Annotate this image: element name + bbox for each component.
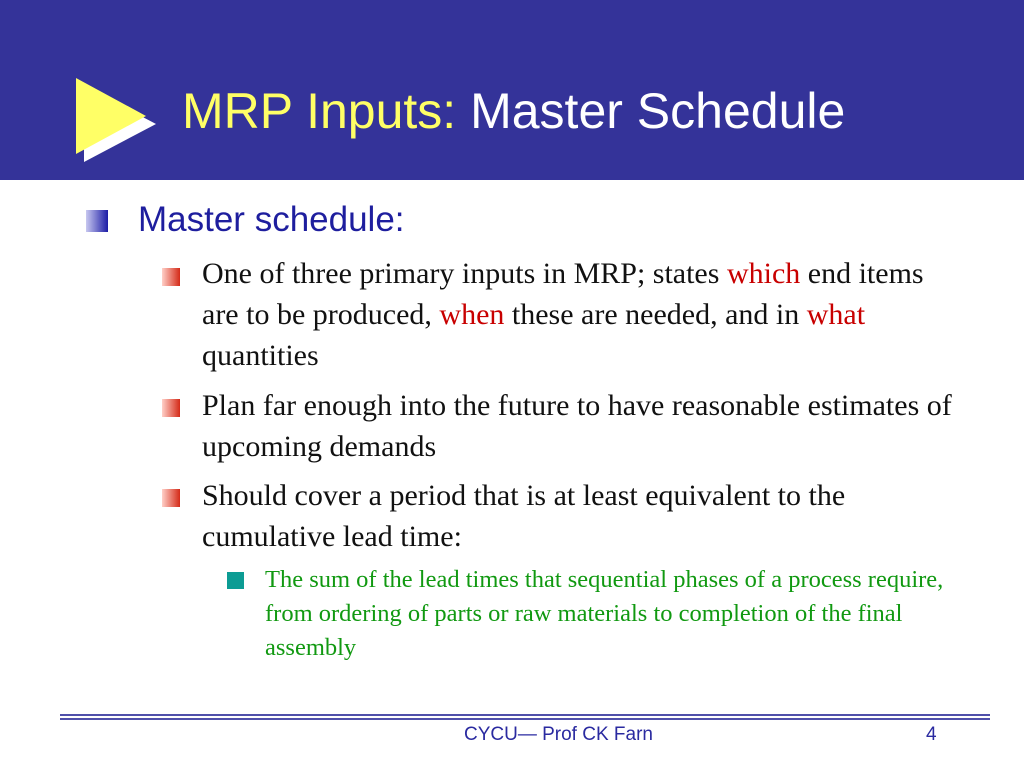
level1-heading: Master schedule:: [138, 200, 405, 239]
keyword-when: when: [439, 298, 505, 331]
slide-title: [182, 76, 845, 146]
red-square-bullet-icon: [158, 485, 184, 511]
slide-header: [0, 0, 1024, 180]
teal-square-bullet-icon: [222, 568, 248, 594]
footer-divider-bottom: [60, 718, 990, 720]
bullet-1-part-1: One of three primary inputs in MRP; states: [202, 257, 727, 290]
bullet-text-1: [202, 253, 962, 376]
keyword-what: what: [806, 298, 866, 331]
blue-square-bullet-icon: [84, 208, 110, 234]
bullet-text-2: Plan far enough into the future to have reasonable estimates of upcoming demands: [202, 389, 952, 463]
page-number: 4: [926, 724, 937, 745]
red-square-bullet-icon: [158, 264, 184, 290]
bullet-text-3: Should cover a period that is at least equivalent to the cumulative lead time:: [202, 479, 846, 553]
bullet-1-part-5: these are needed, and in: [504, 298, 807, 331]
sub-bullet-text: The sum of the lead times that sequential phases of a process require, from ordering of parts or raw materials to completion of the final assembly: [265, 566, 944, 661]
red-square-bullet-icon: [158, 395, 184, 421]
bullet-1-part-7: quantities: [202, 339, 319, 372]
footer-credit: CYCU— Prof CK Farn: [464, 724, 653, 745]
play-arrow-icon: [74, 76, 158, 164]
footer-divider-top: [60, 714, 990, 716]
title-rest: Master Schedule: [456, 83, 846, 139]
title-highlight: MRP Inputs:: [182, 83, 457, 139]
bullet-1-part-3: end items are to be produced,: [202, 257, 924, 331]
keyword-which: which: [726, 257, 801, 290]
